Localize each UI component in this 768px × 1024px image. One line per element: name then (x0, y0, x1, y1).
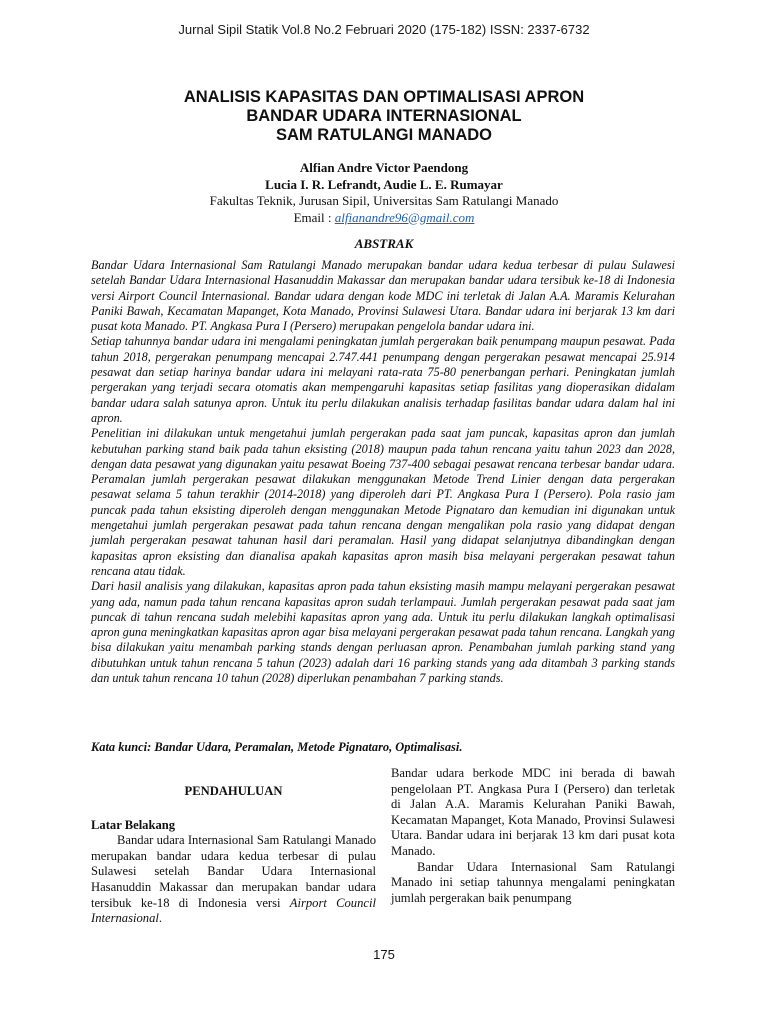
abstract-paragraph-1: Bandar Udara Internasional Sam Ratulangi Manado merupakan bandar udara kedua terbesar di pulau Sulawesi setelah Bandar Udara Internasional Hasanuddin Makassar dan merupakan bandar udara tersibuk ke-18 di Indonesia versi Airport Council Internasional. Bandar udara dengan kode MDC ini terletak di Jalan A.A. Maramis Kelurahan Paniki Bawah, Kecamatan Mapanget, Kota Manado, Provinsi Sulawesi Utara. Bandar udara ini berjarak 13 km dari pusat kota Manado. PT. Angkasa Pura I (Persero) merupakan pengelola bandar udara ini. (91, 258, 675, 334)
body-paragraph-right-2: Bandar Udara Internasional Sam Ratulangi Manado ini setiap tahunnya mengalami peningkatan jumlah pergerakan baik penumpang (391, 859, 675, 905)
email-link[interactable]: alfianandre96@gmail.com (334, 209, 475, 225)
author-affiliation: Fakultas Teknik, Jurusan Sipil, Universitas Sam Ratulangi Manado (209, 193, 559, 208)
abstract-heading: ABSTRAK (354, 236, 414, 251)
body-paragraph-left-main: Bandar udara Internasional Sam Ratulangi Manado merupakan bandar udara kedua terbesar di pulau Sulawesi setelah Bandar Udara Internasional Hasanuddin Makassar dan merupakan bandar udara tersibuk ke-18 di Indonesia versi (91, 833, 376, 910)
title-line-2: BANDAR UDARA INTERNASIONAL (246, 107, 522, 125)
section-heading: PENDAHULUAN (184, 784, 283, 798)
paper-title (0, 88, 768, 145)
abstract-body (91, 258, 675, 686)
airport-council-term: Airport Council Internasional (91, 895, 376, 926)
title-line-3: SAM RATULANGI MANADO (275, 126, 492, 144)
email-label: Email : (293, 209, 335, 225)
body-column-right (391, 766, 675, 906)
author-primary: Alfian Andre Victor Paendong (299, 160, 469, 175)
author-block (0, 160, 768, 226)
body-paragraph-left-end: . (158, 911, 163, 926)
keywords: Kata kunci: Bandar Udara, Peramalan, Metode Pignataro, Optimalisasi. (91, 740, 463, 754)
abstract-paragraph-3: Penelitian ini dilakukan untuk mengetahui jumlah pergerakan pada saat jam puncak, kapasitas apron dan jumlah kebutuhan parking stand baik pada tahun eksisting (2018) maupun pada tahun rencana yaitu tahun 2023 dan 2028, dengan data pesawat yang digunakan yaitu pesawat Boeing 737-400 sebagai pesawat rencana terbesar bandar udara. Peramalan jumlah pergerakan pesawat dilakukan menggunakan Metode Trend Linier dengan data pergerakan pesawat selama 5 tahun terakhir (2014-2018) yang diperoleh dari PT. Angkasa Pura I (Persero). Pola rasio jam puncak pada tahun eksisting diperoleh dengan menggunakan Metode Pignataro dan kemudian ini digunakan untuk mengetahui jumlah pergerakan pesawat pada tahun rencana dengan mengalikan pola rasio yang didapat dengan jumlah pergerakan pesawat tahunan hasil dari peramalan. Hasil yang didapat selanjutnya dibandingkan dengan kapasitas apron eksisting dan dianalisa apakah kapasitas apron masih bisa melayani pergerakan pesawat tahun rencana atau tidak. (91, 426, 675, 578)
author-coauthors: Lucia I. R. Lefrandt, Audie L. E. Rumayar (265, 176, 503, 192)
body-paragraph-right-1: Bandar udara berkode MDC ini berada di bawah pengelolaan PT. Angkasa Pura I (Persero) dan terletak di Jalan A.A. Maramis Kelurahan Paniki Bawah, Kecamatan Mapanget, Kota Manado, Provinsi Sulawesi Utara. Bandar udara ini berjarak 13 km dari pusat kota Manado. (391, 766, 675, 858)
page-number: 175 (373, 947, 395, 962)
journal-header: Jurnal Sipil Statik Vol.8 No.2 Februari 2020 (175-182) ISSN: 2337-6732 (178, 22, 590, 37)
subsection-heading: Latar Belakang (91, 817, 176, 832)
body-column-left (91, 784, 376, 927)
author-email-line (0, 210, 768, 227)
abstract-paragraph-2: Setiap tahunnya bandar udara ini mengalami peningkatan jumlah pergerakan baik penumpang maupun pesawat. Pada tahun 2018, pergerakan penumpang mencapai 2.747.441 penumpang dengan pergerakan pesawat mencapai 25.914 pesawat dan setiap harinya bandar udara ini melayani rata-rata 75-80 penerbangan perhari. Peningkatan jumlah pergerakan yang terjadi secara otomatis akan mempengaruhi kapasitas setiap fasilitas yang dioperasikan didalam bandar udara salah satunya apron. Untuk itu perlu dilakukan analisis terhadap fasilitas bandar udara dalam hal ini apron. (91, 334, 675, 425)
body-paragraph-left (91, 833, 376, 927)
abstract-paragraph-4: Dari hasil analisis yang dilakukan, kapasitas apron pada tahun eksisting masih mampu melayani pergerakan pesawat yang ada, namun pada tahun rencana kapasitas apron sudah terlampaui. Jumlah pergerakan pesawat pada saat jam puncak di tahun rencana sudah melebihi kapasitas apron yang ada. Untuk itu perlu dilakukan langkah optimalisasi apron guna meningkatkan kapasitas apron agar bisa melayani pergerakan pesawat pada tahun rencana. Langkah yang bisa dilakukan yaitu menambah parking stands dengan perluasan apron. Penambahan jumlah parking stand yang dibutuhkan untuk tahun rencana 5 tahun (2023) adalah dari 16 parking stands yang ada ditambah 3 parking stands dan untuk tahun rencana 10 tahun (2028) diperlukan penambahan 7 parking stands. (91, 579, 675, 686)
title-line-1: ANALISIS KAPASITAS DAN OPTIMALISASI APRON (183, 88, 585, 106)
